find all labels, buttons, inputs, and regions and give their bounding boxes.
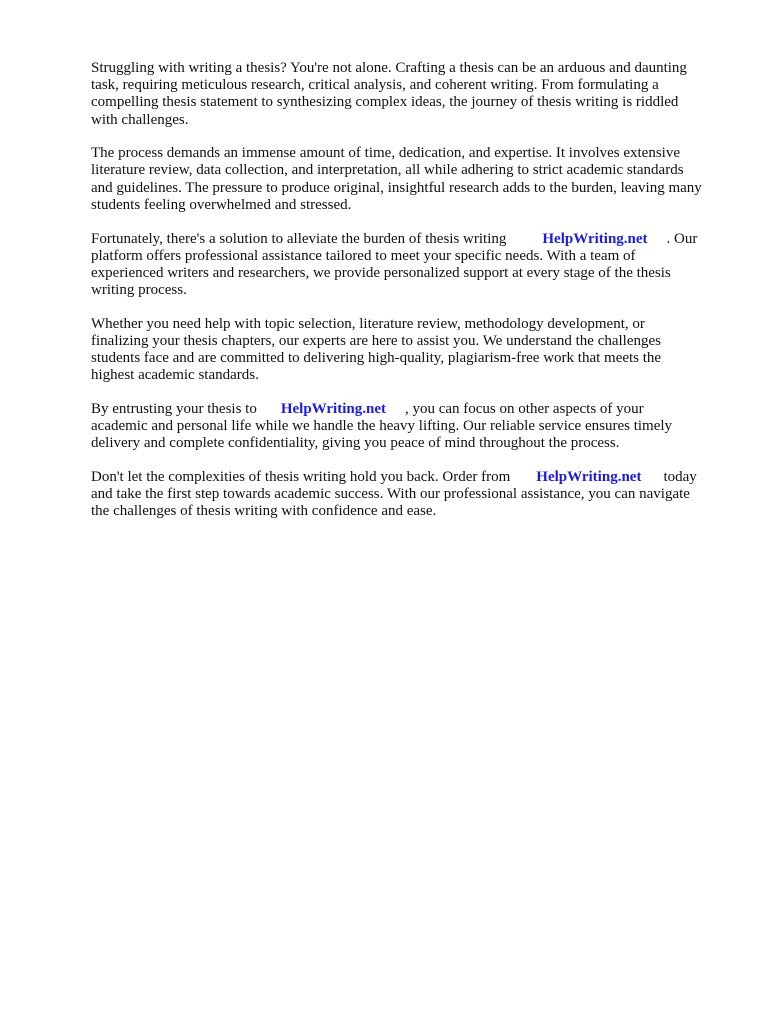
text-segment: . Our [666, 230, 698, 247]
text-line-with-link [91, 401, 731, 418]
text-line: platform offers professional assistance tailored to meet your specific needs. With a team of [91, 247, 636, 264]
text-line: students face and are committed to delivering high-quality, plagiarism-free work that meets the [91, 350, 662, 367]
text-line: compelling thesis statement to synthesizing complex ideas, the journey of thesis writing is riddled [91, 94, 679, 111]
text-line: writing process. [91, 282, 187, 299]
text-line: finalizing your thesis chapters, our experts are here to assist you. We understand the challenges [91, 332, 662, 349]
text-line: the challenges of thesis writing with confidence and ease. [91, 503, 437, 520]
text-line: and take the first step towards academic success. With our professional assistance, you can navigate [91, 486, 690, 503]
text-line: Struggling with writing a thesis? You're not alone. Crafting a thesis can be an arduous and daunting [91, 60, 687, 76]
text-line: academic and personal life while we handle the heavy lifting. Our reliable service ensures timely [91, 418, 673, 435]
text-line: with challenges. [91, 111, 189, 128]
paragraph-process [91, 145, 731, 214]
text-segment: , you can focus on other aspects of your [404, 401, 644, 417]
text-segment: Don't let the complexities of thesis writing hold you back. Order from [91, 469, 511, 486]
paragraph-services [91, 316, 731, 385]
text-line: task, requiring meticulous research, critical analysis, and coherent writing. From formulating a [91, 77, 659, 94]
text-line: literature review, data collection, and interpretation, all while adhering to strict academic standards [91, 162, 684, 179]
text-line: students feeling overwhelmed and stressed. [91, 196, 352, 213]
text-line-with-link [91, 231, 731, 248]
helpwriting-link[interactable]: HelpWriting.net [280, 401, 386, 417]
paragraph-call-to-action [91, 469, 731, 521]
text-line: and guidelines. The pressure to produce original, insightful research adds to the burden, leaving many [91, 179, 702, 196]
paragraph-entrusting [91, 401, 731, 453]
text-line: highest academic standards. [91, 367, 259, 384]
text-line: Whether you need help with topic selection, literature review, methodology development, or [91, 315, 645, 332]
paragraph-intro [91, 60, 731, 129]
helpwriting-link[interactable]: HelpWriting.net [536, 469, 642, 486]
document-page [91, 60, 731, 521]
text-segment: Fortunately, there's a solution to alleviate the burden of thesis writing [91, 230, 507, 247]
text-segment: By entrusting your thesis to [91, 401, 257, 417]
text-line-with-link [91, 469, 731, 486]
paragraph-solution [91, 231, 731, 300]
text-line: delivery and complete confidentiality, giving you peace of mind throughout the process. [91, 435, 620, 452]
text-line: experienced writers and researchers, we provide personalized support at every stage of the thesis [91, 264, 671, 281]
text-line: The process demands an immense amount of time, dedication, and expertise. It involves extensive [91, 145, 680, 162]
helpwriting-link[interactable]: HelpWriting.net [542, 230, 648, 247]
text-segment: today [663, 469, 697, 486]
